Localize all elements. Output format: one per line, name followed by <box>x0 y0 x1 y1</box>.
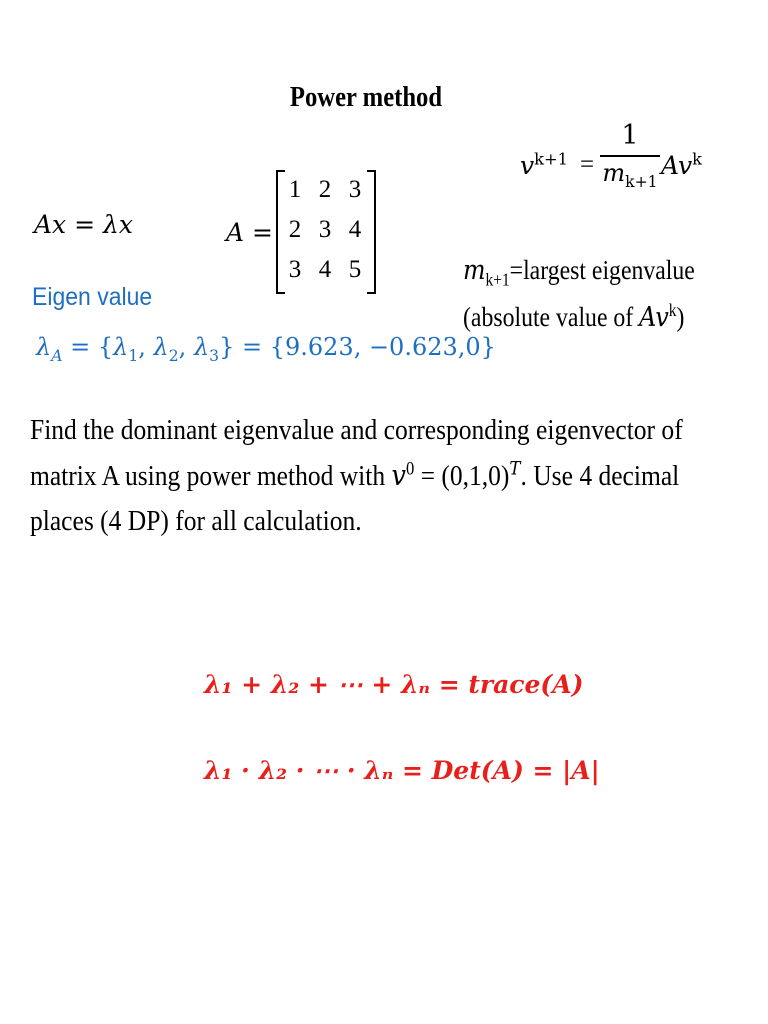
page-title: Power method <box>289 82 443 113</box>
trace-property <box>204 670 583 699</box>
matrix-cell: 3 <box>348 176 362 203</box>
matrix-cell: 3 <box>288 256 302 283</box>
m-definition-sup: k <box>668 300 677 320</box>
problem-v-sup: 0 <box>405 458 415 480</box>
m-definition-close: ) <box>676 302 685 332</box>
lambda-2: λ <box>153 333 169 361</box>
det-lhs: λ₁ · λ₂ · ⋯ · λₙ = <box>204 756 432 785</box>
trace-fn: trace <box>468 670 541 699</box>
fraction-numerator: 1 <box>621 120 639 151</box>
matrix-cell: 5 <box>348 256 362 283</box>
eigen-equation: Ax = λx <box>34 210 133 239</box>
eigen-value-set <box>36 333 496 365</box>
problem-vector: = (0,1,0) <box>414 460 510 492</box>
iteration-rhs <box>661 151 702 180</box>
iteration-equals: = <box>580 151 595 178</box>
matrix-cell: 1 <box>288 176 302 203</box>
matrix-cell: 4 <box>318 256 332 283</box>
matrix-right-bracket <box>367 170 376 294</box>
matrix-row <box>280 170 370 210</box>
set-open: = { <box>62 333 114 361</box>
m-definition-text: =largest eigenvalue <box>509 255 695 285</box>
fraction-denominator-var: m <box>602 159 626 187</box>
det-arg: (A) = |A| <box>480 756 600 785</box>
determinant-property <box>204 756 600 785</box>
lambda-1: λ <box>113 333 129 361</box>
matrix-cell: 4 <box>348 216 362 243</box>
fraction-denominator-sub: k+1 <box>625 172 658 191</box>
iteration-lhs-sup: k+1 <box>534 149 568 169</box>
problem-part-1: Find the dominant eigenvalue and corresponding eigenvector of matrix A using power method with <box>30 414 683 492</box>
matrix-cell: 3 <box>318 216 332 243</box>
matrix-label: A = <box>226 218 273 247</box>
m-definition-line-2 <box>463 302 684 333</box>
trace-lhs: λ₁ + λ₂ + ⋯ + λₙ = <box>204 670 469 699</box>
m-var: m <box>463 255 486 286</box>
lambda-2-sub: 2 <box>168 346 179 365</box>
matrix-row <box>280 250 370 290</box>
matrix-row <box>280 210 370 250</box>
matrix-cell: 2 <box>288 216 302 243</box>
problem-v: v <box>391 458 406 492</box>
problem-part-2: . Use 4 decimal places (4 DP) for all calculation. <box>30 460 680 537</box>
iteration-rhs-sup: k <box>692 149 703 169</box>
lambda-3-sub: 3 <box>209 346 220 365</box>
fraction-denominator <box>600 157 660 191</box>
m-definition-line-1 <box>463 255 695 290</box>
m-definition-math: Av <box>639 302 669 333</box>
iteration-lhs-var: v <box>520 151 535 180</box>
iteration-rhs-term: Av <box>661 151 693 180</box>
m-definition-open: (absolute value of <box>463 302 640 332</box>
iteration-lhs <box>520 151 568 180</box>
lambda-3: λ <box>193 333 210 361</box>
problem-statement <box>30 408 716 544</box>
det-fn: Det <box>431 756 481 785</box>
problem-vector-sup: T <box>509 458 521 480</box>
lambda-1-sub: 1 <box>128 346 139 365</box>
trace-arg: (A) <box>540 670 584 699</box>
m-sub: k+1 <box>485 269 510 290</box>
eigen-value-label: Eigen value <box>32 283 153 311</box>
lambda-a-sub: A <box>51 346 63 365</box>
lambda-a: λ <box>36 333 52 361</box>
iteration-fraction <box>600 120 660 191</box>
set-sep-2: , <box>178 333 194 361</box>
matrix-a <box>276 170 376 294</box>
set-sep-1: , <box>138 333 154 361</box>
matrix-cell: 2 <box>318 176 332 203</box>
eigen-values: } = {9.623, −0.623,0} <box>219 333 496 361</box>
matrix-table <box>280 170 370 290</box>
